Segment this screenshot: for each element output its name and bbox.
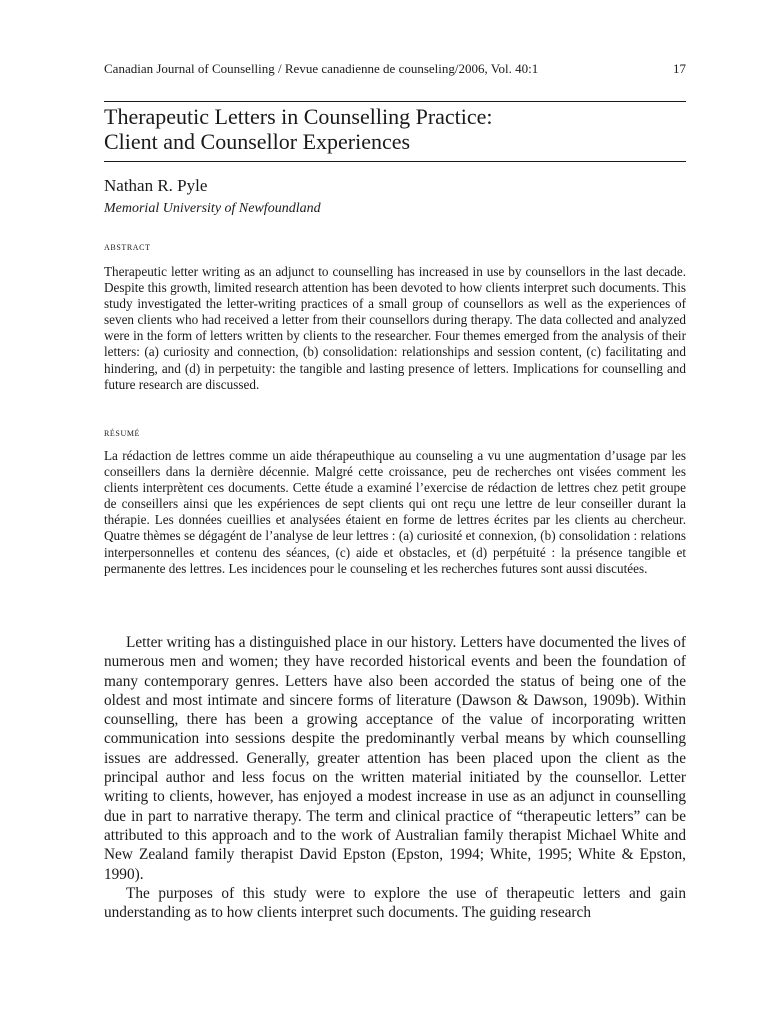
- body-paragraph-2: The purposes of this study were to explore the use of therapeutic letters and gain understanding as to how clients interpret such documents. The guiding research: [104, 884, 686, 922]
- author-affiliation: Memorial University of Newfoundland: [104, 201, 321, 216]
- abstract-text: Therapeutic letter writing as an adjunct to counselling has increased in use by counsellors in the last decade. Despite this growth, limited research attention has been devoted to how clients interpret such documents. This study investigated the letter-writing practices of a small group of counsellors as well as the experiences of seven clients who had received a letter from their counsellors during therapy. The data collected and analyzed were in the form of letters written by clients to the researcher. Four themes emerged from the analysis of their letters: (a) curiosity and connection, (b) consolidation: relationships and session content, (c) facilitating and hindering, and (d) in perpetuity: the tangible and lasting presence of letters. Implications for counselling and future research are discussed.: [104, 264, 686, 392]
- abstract-heading: abstract: [104, 239, 151, 253]
- resume-heading: résumé: [104, 425, 141, 439]
- article-body: [104, 633, 686, 922]
- title-top-rule: [104, 101, 686, 102]
- running-head: [104, 61, 686, 77]
- title-bottom-rule: [104, 161, 686, 162]
- author-name: Nathan R. Pyle: [104, 176, 208, 195]
- body-paragraph-1: Letter writing has a distinguished place in our history. Letters have documented the lives of numerous men and women; they have recorded historical events and been the foundation of many contemporary genres. Letters have also been accorded the status of being one of the oldest and most intimate and sincere forms of literature (Dawson & Dawson, 1909b). Within counselling, there has been a growing acceptance of the value of incorporating written communication into sessions despite the predominantly verbal means by which counselling issues are addressed. Generally, greater attention has been placed upon the client as the principal author and less focus on the written material initiated by the counsellor. Letter writing to clients, however, has enjoyed a modest increase in use as an adjunct in counselling due in part to narrative therapy. The term and clinical practice of “therapeutic letters” can be attributed to this approach and to the work of Australian family therapist Michael White and New Zealand family therapist David Epston (Epston, 1994; White, 1995; White & Epston, 1990).: [104, 634, 686, 883]
- article-title: [104, 104, 686, 154]
- page-number: 17: [673, 61, 686, 76]
- article-title-line-2: Client and Counsellor Experiences: [104, 129, 411, 154]
- journal-citation: Canadian Journal of Counselling / Revue canadienne de counseling/2006, Vol. 40:1: [104, 61, 539, 76]
- article-title-line-1: Therapeutic Letters in Counselling Practice:: [104, 104, 493, 129]
- resume-text: La rédaction de lettres comme un aide thérapeuthique au counseling a vu une augmentation d’usage par les conseillers dans la dernière décennie. Malgré cette croissance, peu de recherches ont visées comment les clients interprètent ces documents. Cette étude a examiné l’exercise de rédaction de lettres chez petit groupe de conseillers ainsi que les expériences de sept clients qui ont reçu une lettre de leur conseiller durant la thérapie. Les données cueillies et analysées étaient en forme de lettres écrites par les clients au chercheur. Quatre thèmes se dégagént de l’analyse de leur lettres : (a) curiosité et connexion, (b) consolidation : relations interpersonnelles et contenu des séances, (c) aide et obstacles, et (d) perpétuité : la présence tangible et permanente des lettres. Les incidences pour le counseling et les recherches futures sont aussi discutées.: [104, 448, 686, 576]
